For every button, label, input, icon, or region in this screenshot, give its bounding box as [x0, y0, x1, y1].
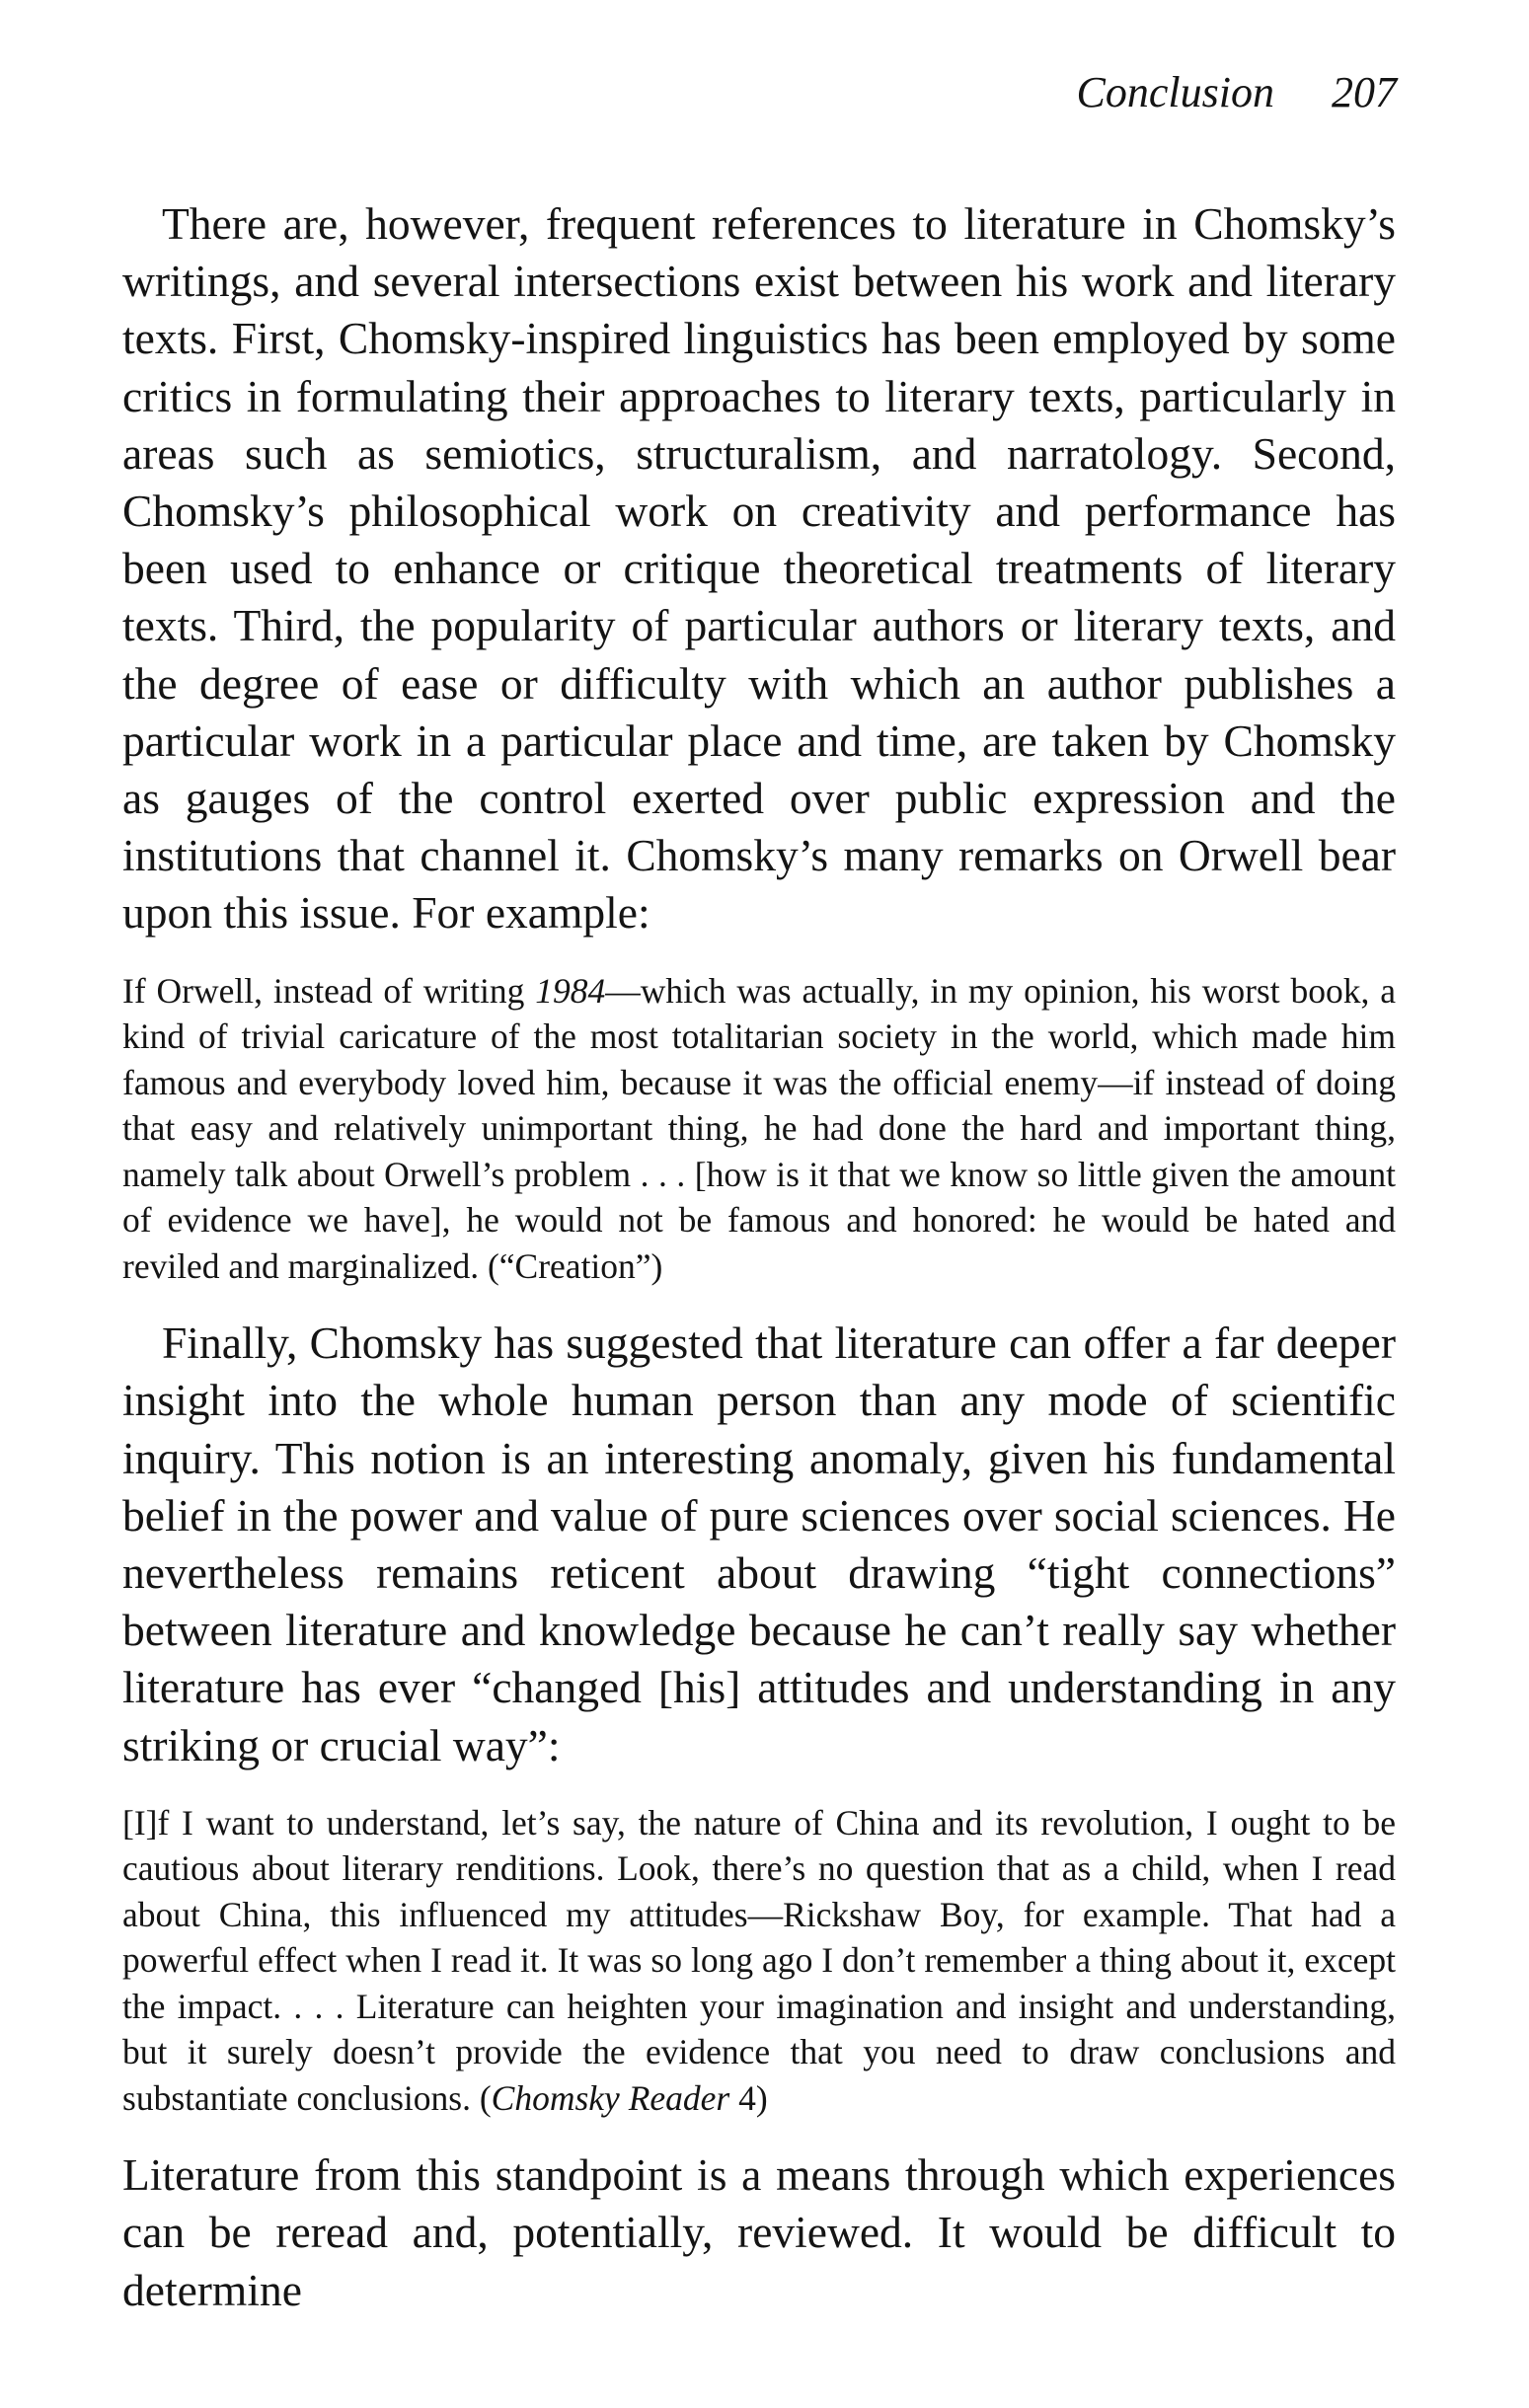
paragraph-standpoint: Literature from this standpoint is a means through which experiences can be reread and, potentially, reviewed. It would be difficult to determine [122, 2149, 1396, 2315]
paragraph-finally: Finally, Chomsky has suggested that literature can offer a far deeper insight into the whole human person than any mode of scientific inquiry. This notion is an interesting anomaly, given his fundamental belief in the power and value of pure sciences over social sciences. He nevertheless remains reticent about drawing “tight connections” between literature and knowledge because he can’t really say whether literature has ever “changed [his] attitudes and understanding in any striking or crucial way”: [122, 1317, 1396, 1770]
quote-orwell-rest: —which was actually, in my opinion, his worst book, a kind of trivial caricature of the most totalitarian society in the world, which made him famous and everybody loved him, because it was the official enemy—if instead of doing that easy and relatively unimportant thing, he had done the hard and important thing, namely talk about Orwell’s problem . . . [how is it that we know so little given the amount of evidence we have], he would not be famous and honored: he would be hated and reviled and marginalized. (“Creation”) [122, 970, 1396, 1286]
paragraph-intro: There are, however, frequent references to literature in Chomsky’s writings, and several intersections exist between his work and literary texts. First, Chomsky-inspired linguistics has been employed by some critics in formulating their approaches to literary texts, particularly in areas such as semiotics, structuralism, and narratology. Second, Chomsky’s philosophical work on creativity and performance has been used to enhance or critique theoretical treatments of literary texts. Third, the popularity of particular authors or literary texts, and the degree of ease or difficulty with which an author publishes a particular work in a particular place and time, are taken by Chomsky as gauges of the control exerted over public expression and the institutions that channel it. Chomsky’s many remarks on Orwell bear upon this issue. For example: [122, 198, 1396, 939]
quote-orwell-lead: If Orwell, instead of writing [122, 970, 536, 1011]
running-header [1077, 67, 1397, 117]
page-number: 207 [1332, 68, 1397, 116]
quote-orwell-book-title: 1984 [535, 970, 606, 1011]
page-body [122, 195, 1396, 2319]
quote-china-citation-page: 4) [729, 2077, 768, 2118]
quote-china-citation-title: Chomsky Reader [491, 2077, 730, 2118]
quote-china-text: [I]f I want to understand, let’s say, the nature of China and its revolution, I ought to be cautious about literary renditions. Look, there’s no question that as a child, when I read about China, this influenced my attitudes—Rickshaw Boy, for example. That had a powerful effect when I read it. It was so long ago I don’t remember a thing about it, except the impact. . . . Literature can heighten your imagination and insight and understanding, but it surely doesn’t provide the evidence that you need to draw conclusions and substantiate conclusions. ( [122, 1802, 1396, 2118]
running-title: Conclusion [1076, 68, 1274, 116]
block-quote-china [122, 1800, 1396, 2122]
block-quote-orwell [122, 968, 1396, 1290]
